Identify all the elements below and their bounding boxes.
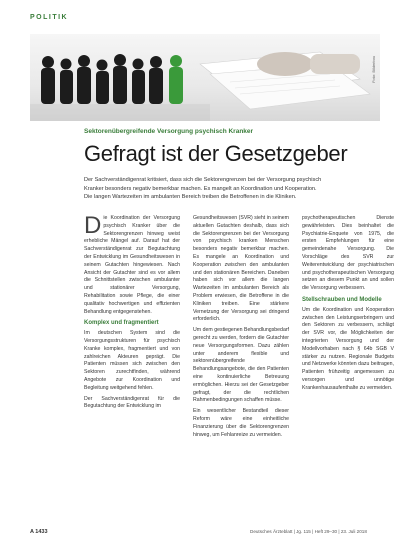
photo-credit: Foto: Bilderbox [371,56,376,83]
lead-line: Die langen Wartezeiten im ambulanten Bereich treiben die Betroffenen in die Kliniken. [84,194,297,201]
column-1 [84,212,180,411]
people-silhouettes-figure [30,34,380,121]
paragraph: Der Sachverständigenrat für die Begutachtung der Entwicklung im [84,395,180,410]
column-2 [193,215,289,439]
lead-line: Der Sachverständigenrat kritisiert, dass sich die Sektorengrenzen bei der Versorgung psychisch [84,177,322,183]
article-overline: Sektorenübergreifende Versorgung psychisch Kranker [84,128,254,135]
page-number: A 1433 [30,529,48,535]
dropcap: D [84,212,102,239]
paragraph: Um dem gestiegenen Behandlungsbedarf gerecht zu werden, fordern die Gutachter neue Versorgungsformen. Dazu zählen unter anderem flexible und sektorenübergreifende Behandlungsangebote, die den Patienten eine kontinuierliche Betreuung ermöglichen. Hierzu sei der Gesetzgeber gefragt, der die rechtlichen Rahmenbedingungen schaffen müsse. [193,327,289,404]
paragraph: Im deutschen System sind die Versorgungsstrukturen für psychisch Kranke komplex, fragmentiert und von zahlreichen Akteuren geprägt. Die Patienten müssen sich zwischen den Sektoren zurechtfinden, während Angebote zur Koordination und Begleitung weitgehend fehlen. [84,330,180,391]
lead-line: Kranker besonders negativ bemerkbar machen. Es mangelt an Koordination und Kooperation. [84,185,317,192]
article-headline: Gefragt ist der Gesetzgeber [84,141,348,166]
article-lead [84,176,384,202]
paragraph: Gesundheitswesen (SVR) sieht in seinem aktuellen Gutachten deshalb, dass sich die Sektorengrenzen bei der Versorgung von psychisch kranken Menschen besonders negativ bemerkbar machen. Es mangele an Koordination und Kooperation zwischen den ambulanten und den stationären Bereichen. Daneben haben sich vor allem die langen Wartezeiten im ambulanten Bereich als Problem erwiesen, die Betroffene in die Kliniken treiben. Eine stärkere Vernetzung der Versorgung sei dringend erforderlich. [193,215,289,323]
column-3 [302,215,394,393]
section-rubric: POLITIK [30,14,69,21]
article-photo [30,34,380,121]
paragraph-text: ie Koordination der Versorgung psychisch Kranker über die Sektorengrenzen hinweg weist erhebliche Mängel auf. Darauf hat der Sachverständigenrat zur Begutachtung der Entwicklung im Gesundheitswesen in seinem Gutachten hingewiesen. Nach Ansicht der Gutachter sind es vor allem die Schnittstellen zwischen ambulanter und stationärer Versorgung, Rehabilitation sowie Pflege, die einer qualitativ hochwertigen und effizienten Behandlung entgegenstehen. [84,215,180,315]
subheading: Komplex und fragmentiert [84,320,159,327]
paragraph: psychotherapeutischen Dienste gewährleisten. Dies beinhaltet die Psychiatrie-Enquete von 1975, die ersten Empfehlungen für eine gemeindenahe Versorgung. Die Vorschläge des SVR zur Weiterentwicklung der psychiatrischen und psychotherapeutischen Versorgung setzen an diesem Punkt an und sollen die Versorgung verbessern. [302,215,394,292]
journal-citation: Deutsches Ärzteblatt | Jg. 115 | Heft 29–30 | 23. Juli 2018 [250,529,367,534]
paragraph: Ein wesentlicher Bestandteil dieser Reform wäre eine einheitliche Finanzierung über die Sektorengrenzen hinweg, um Fehlanreize zu vermeiden. [193,408,289,438]
paragraph [84,212,180,316]
subheading: Stellschrauben und Modelle [302,296,382,303]
paragraph: Um die Koordination und Kooperation zwischen den Leistungserbringern und den Sektoren zu verbessern, schlägt der SVR vor, die Möglichkeiten der integrierten Versorgung und der Modellvorhaben nach § 64b SGB V stärker zu nutzen. Regionale Budgets und Netzwerke könnten dazu beitragen, Patienten frühzeitig angemessen zu versorgen und unnötige Krankenhausaufenthalte zu vermeiden. [302,306,394,391]
